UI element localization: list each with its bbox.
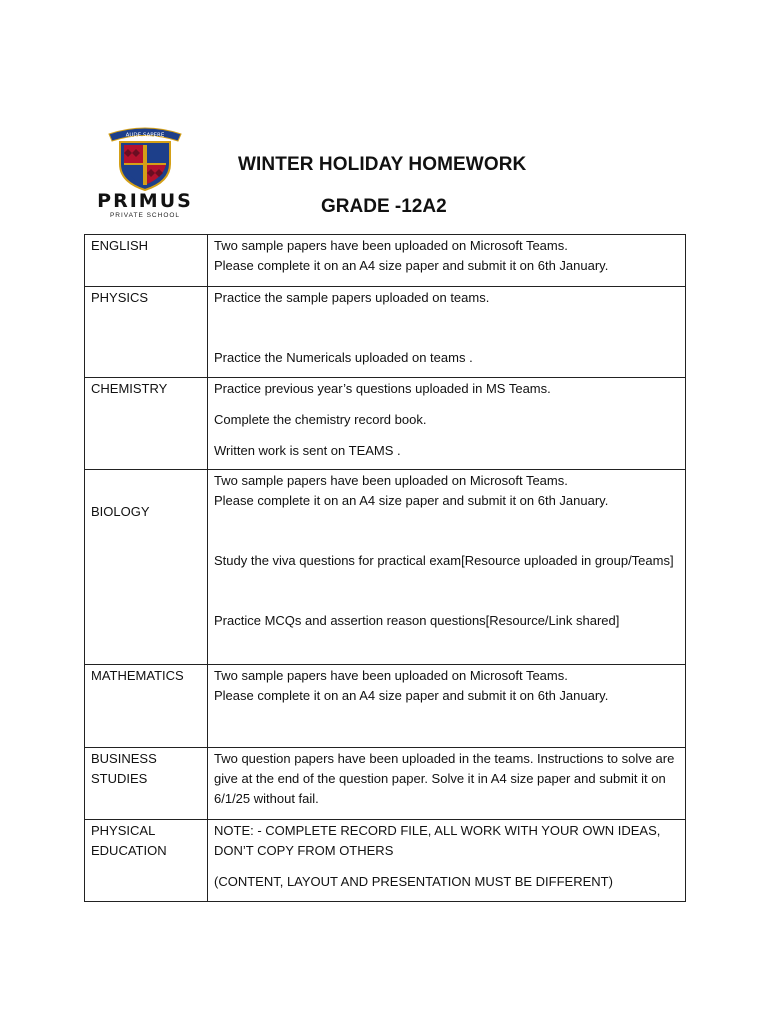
task-line: Study the viva questions for practical exam[Resource uploaded in group/Teams] <box>214 553 674 568</box>
task-line: Please complete it on an A4 size paper and submit it on 6th January. <box>214 258 609 273</box>
table-row <box>85 470 686 665</box>
subject-cell <box>85 665 208 748</box>
subject-cell <box>85 820 208 902</box>
task-cell <box>208 235 686 287</box>
school-logo <box>92 124 198 218</box>
school-crest-icon <box>106 124 184 192</box>
subject-name: EDUCATION <box>91 843 167 858</box>
subject-name: STUDIES <box>91 771 148 786</box>
task-line: Complete the chemistry record book. <box>214 412 427 427</box>
subject-cell <box>85 470 208 665</box>
subject-name: PHYSICS <box>91 290 149 305</box>
task-cell <box>208 287 686 378</box>
task-line: Please complete it on an A4 size paper and submit it on 6th January. <box>214 493 609 508</box>
task-cell <box>208 748 686 820</box>
task-line: Practice the sample papers uploaded on teams. <box>214 290 490 305</box>
subject-name: ENGLISH <box>91 238 149 253</box>
task-line: Two sample papers have been uploaded on Microsoft Teams. <box>214 473 568 488</box>
table-row <box>85 665 686 748</box>
table-row <box>85 748 686 820</box>
subject-name: BUSINESS <box>91 751 157 766</box>
logo-school-subtitle: PRIVATE SCHOOL <box>109 212 181 219</box>
task-line: Practice MCQs and assertion reason questions[Resource/Link shared] <box>214 613 620 628</box>
task-line: Two question papers have been uploaded in the teams. Instructions to solve are give at the end of the question paper. Solve it in A4 size paper and submit it on 6/1/25 without fail. <box>214 751 675 806</box>
task-line: (CONTENT, LAYOUT AND PRESENTATION MUST BE DIFFERENT) <box>214 874 613 889</box>
logo-motto: AUDE SAPERE <box>125 132 165 139</box>
subject-name: BIOLOGY <box>91 504 150 519</box>
task-cell <box>208 378 686 470</box>
task-line: NOTE: - COMPLETE RECORD FILE, ALL WORK WITH YOUR OWN IDEAS, DON’T COPY FROM OTHERS <box>214 823 661 858</box>
page-subtitle: GRADE -12A2 <box>321 196 447 217</box>
subject-name: CHEMISTRY <box>91 381 168 396</box>
task-line: Practice previous year’s questions uploaded in MS Teams. <box>214 381 551 396</box>
subject-cell <box>85 748 208 820</box>
subject-cell <box>85 378 208 470</box>
task-line: Two sample papers have been uploaded on Microsoft Teams. <box>214 238 568 253</box>
task-cell <box>208 665 686 748</box>
task-line: Written work is sent on TEAMS . <box>214 443 401 458</box>
task-cell <box>208 820 686 902</box>
task-cell <box>208 470 686 665</box>
task-line: Please complete it on an A4 size paper and submit it on 6th January. <box>214 688 609 703</box>
task-line: Two sample papers have been uploaded on Microsoft Teams. <box>214 668 568 683</box>
subject-name: PHYSICAL <box>91 823 156 838</box>
subject-cell <box>85 235 208 287</box>
task-line: Practice the Numericals uploaded on teams . <box>214 350 473 365</box>
table-row <box>85 287 686 378</box>
homework-table <box>84 234 686 902</box>
table-row <box>85 378 686 470</box>
subject-name: MATHEMATICS <box>91 668 184 683</box>
subject-cell <box>85 287 208 378</box>
table-row <box>85 820 686 902</box>
table-row <box>85 235 686 287</box>
page-title: WINTER HOLIDAY HOMEWORK <box>238 154 527 175</box>
logo-school-name: PRIMUS <box>97 190 193 212</box>
